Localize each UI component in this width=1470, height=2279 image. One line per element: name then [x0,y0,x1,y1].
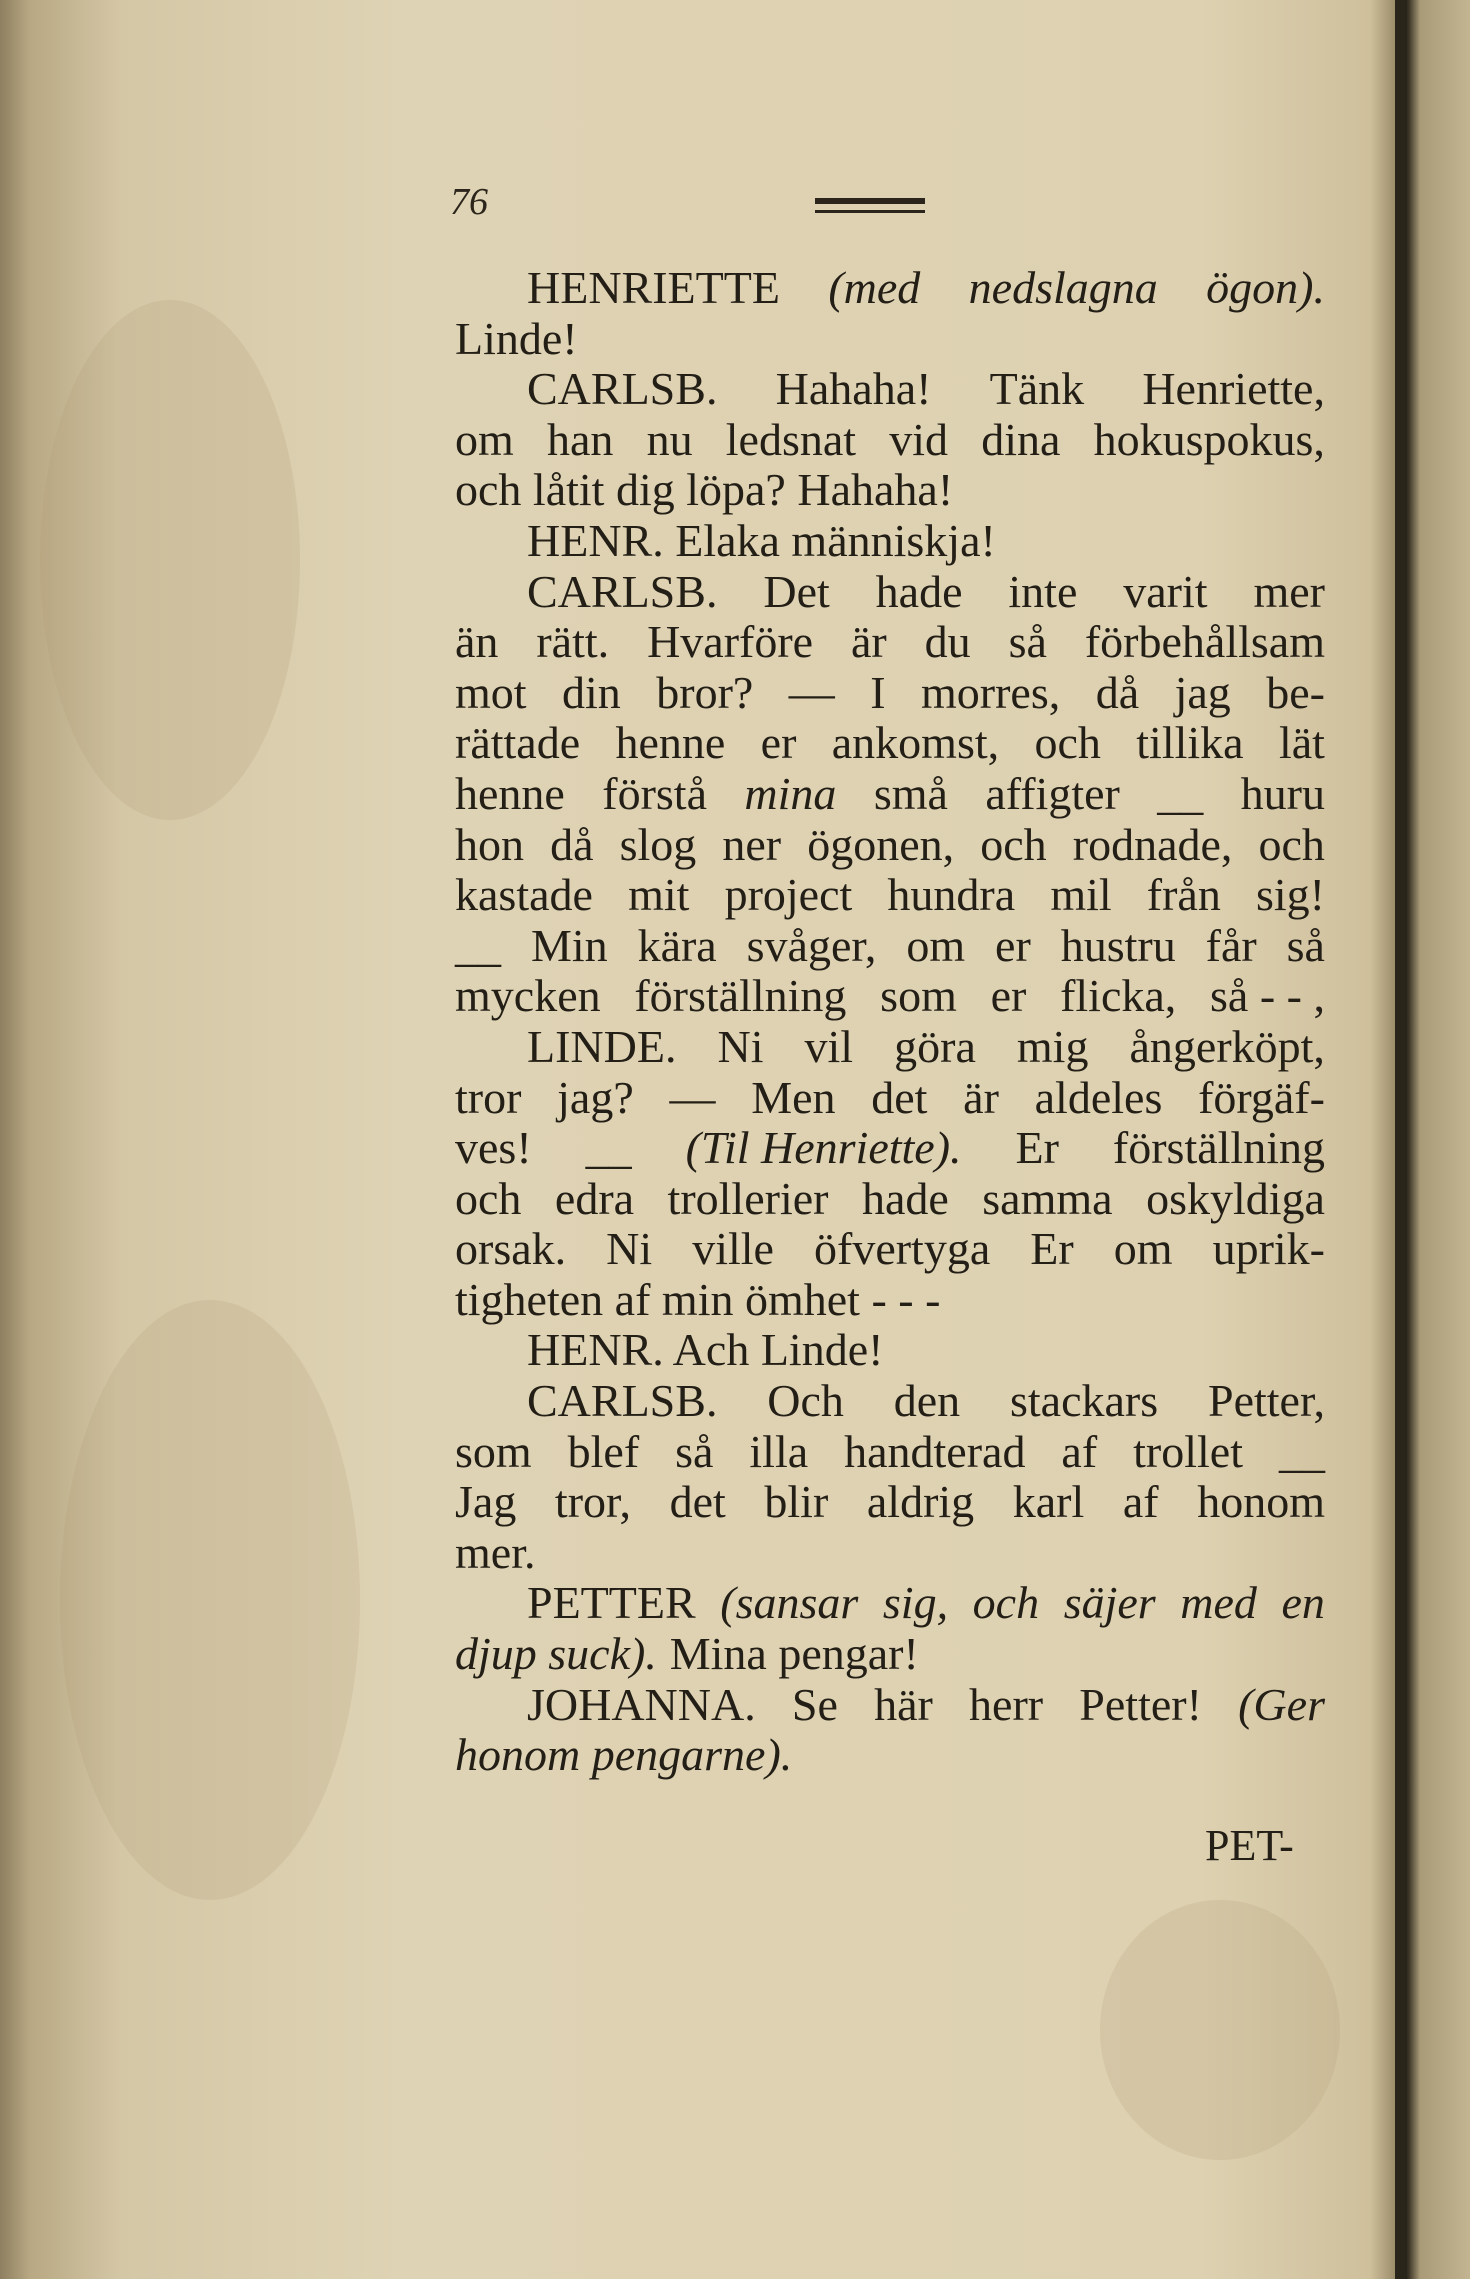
word: sig! [1256,869,1325,921]
text-line [455,1477,1325,1528]
word: __ [455,919,501,971]
head-ornament-rule [815,210,925,213]
word: mot [455,666,527,718]
text-line [455,668,1325,719]
word: __ [1157,767,1204,819]
word: och [1258,818,1325,870]
word: än [455,616,499,668]
word: PETTER [527,1577,696,1629]
italic-word: djup suck). [455,1628,657,1680]
word: CARLSB. [527,1375,718,1427]
text-line [455,971,1325,1022]
word: rättade [455,717,581,769]
text-line [455,617,1325,668]
word: af [1061,1425,1098,1477]
word: rodnade, [1072,818,1233,870]
word: så - - , [1210,970,1325,1022]
word: — [669,1071,716,1123]
word: HENRIETTE [527,262,780,313]
text-line [455,415,1325,466]
word: dina [981,413,1061,465]
word: handterad [844,1425,1026,1477]
word: ledsnat [725,413,857,465]
word: Min [530,919,608,971]
word: LINDE. [527,1020,677,1072]
italic-word: sig, [882,1577,949,1629]
word: Ni [717,1020,764,1072]
word: Se [791,1678,838,1730]
word: Och [767,1375,844,1427]
word: ner [722,818,782,870]
head-ornament-rule [815,198,925,204]
word: hundra [887,869,1016,921]
text-line [455,1376,1325,1427]
word: edra [554,1172,635,1224]
word: svåger, [746,919,877,971]
italic-word: honom pengarne). [455,1729,793,1781]
word: samma [982,1172,1113,1224]
text-line [455,1174,1325,1225]
text-line [455,1528,1325,1579]
word: då [550,818,594,870]
italic-word: en [1281,1577,1325,1629]
word: är [851,616,887,668]
word: jag? [557,1071,634,1123]
text-line [455,1224,1325,1275]
text-line [455,718,1325,769]
word: Er [1015,1122,1059,1174]
text-line [455,314,1325,365]
text-line [455,1629,1325,1680]
italic-word: nedslagna [968,262,1158,313]
word: om [455,413,514,465]
text-line [455,1325,1325,1376]
word: och låtit dig löpa? Hahaha! [455,464,954,516]
word: om [906,919,966,971]
italic-word: mina [744,767,837,819]
word: er [990,970,1027,1022]
word: mycken [455,970,601,1022]
word: oskyldiga [1146,1172,1325,1224]
word: aldrig [866,1476,975,1528]
word: så [1008,616,1047,668]
text-line [455,1275,1325,1326]
word: affigter [985,767,1120,819]
italic-word: (med [828,262,921,313]
word: henne [615,717,726,769]
word: ångerköpt, [1129,1020,1325,1072]
word: då [1095,666,1140,718]
word: lät [1278,717,1325,769]
word: Hahaha! [775,363,932,415]
word: hokuspokus, [1093,413,1325,465]
word: hon [455,818,524,870]
word: uprik- [1212,1223,1325,1275]
italic-word: med [1180,1577,1257,1629]
word: förbehållsam [1084,616,1325,668]
word: och [1034,717,1101,769]
word: vil [804,1020,854,1072]
word: mig [1016,1020,1089,1072]
italic-word: säjer [1063,1577,1156,1629]
page-gutter [1395,0,1407,2279]
text-line [455,820,1325,871]
word: det [871,1071,928,1123]
word: project [724,869,853,921]
word: herr [969,1678,1044,1730]
text-line [455,263,1325,314]
word: jag [1174,666,1231,718]
word: karl [1012,1476,1085,1528]
word: slog [619,818,697,870]
word: CARLSB. [527,363,718,415]
word: be- [1266,666,1325,718]
word: HENR. Elaka människja! [527,514,996,566]
word: orsak. [455,1223,567,1275]
text-line [455,870,1325,921]
word: — [788,666,835,718]
text-line [455,465,1325,516]
word: trollerier [667,1172,829,1224]
word: Hvarföre [647,616,814,668]
text-line [455,364,1325,415]
word: och [455,1172,522,1224]
word: HENR. Ach Linde! [527,1324,884,1376]
word: här [874,1678,933,1730]
word: ögonen, [807,818,955,870]
text-line [455,1123,1325,1174]
word: förställning [1112,1122,1325,1174]
word: stackars [1010,1375,1159,1427]
text-line [455,1730,1325,1781]
word: så [675,1425,714,1477]
word: och [980,818,1047,870]
word: så [1286,919,1325,971]
word: trollet [1133,1425,1243,1477]
word: flicka, [1060,970,1177,1022]
word: Det [763,565,830,617]
word: förstå [602,767,707,819]
word: er [760,717,797,769]
word: tror, [554,1476,631,1528]
word: hade [861,1172,949,1224]
word: tigheten af min ömhet - - - [455,1273,941,1325]
word: som [455,1425,532,1477]
italic-word: (Til Henriette). [685,1122,962,1174]
word: förställning [634,970,847,1022]
word: rätt. [536,616,610,668]
word: Men [751,1071,836,1123]
italic-word: och [972,1577,1040,1629]
text-line [455,921,1325,972]
word: inte [1008,565,1078,617]
word: Jag [455,1476,517,1528]
word: Petter! [1079,1678,1202,1730]
page-number: 76 [450,181,488,223]
word: mil [1050,869,1112,921]
word: din [562,666,621,718]
word: Tänk [989,363,1085,415]
word: ves! [455,1122,532,1174]
word: illa [749,1425,809,1477]
word: huru [1240,767,1325,819]
text-line [455,1578,1325,1629]
text-line [455,1022,1325,1073]
word: henne [455,767,565,819]
word: mer [1253,565,1325,617]
word: förgäf- [1198,1071,1325,1123]
word: ville [692,1223,774,1275]
word: Linde! [455,312,578,364]
word: om [1113,1223,1173,1275]
text-line [455,1073,1325,1124]
word: af [1122,1476,1159,1528]
word: I [870,666,886,718]
word: blef [567,1425,640,1477]
word: blir [764,1476,829,1528]
word: CARLSB. [527,565,718,617]
word: får [1205,919,1257,971]
word: ankomst, [831,717,1000,769]
dialogue-text [455,263,1325,1781]
word: tillika [1136,717,1244,769]
word: han [546,413,614,465]
running-head [450,180,950,240]
italic-word: ögon). [1206,262,1325,313]
italic-word: (sansar [720,1577,859,1629]
word: nu [646,413,693,465]
word: vid [889,413,949,465]
word: morres, [921,666,1061,718]
word: göra [894,1020,976,1072]
text-line [455,567,1325,618]
word: är [963,1071,999,1123]
word: du [924,616,971,668]
word: tror [455,1071,522,1123]
word: den [893,1375,961,1427]
word: små [873,767,948,819]
word: __ [1278,1425,1325,1477]
word: varit [1123,565,1208,617]
word: bror? [656,666,754,718]
word: aldeles [1034,1071,1163,1123]
word: från [1146,869,1221,921]
word: det [669,1476,726,1528]
text-line [455,1680,1325,1731]
word: Henriette, [1142,363,1325,415]
word: kastade [455,869,593,921]
text-line [455,1427,1325,1478]
word: Petter, [1207,1375,1325,1427]
word: kära [637,919,717,971]
word: honom [1197,1476,1325,1528]
word: Mina pengar! [669,1628,919,1680]
word: mit [628,869,690,921]
word: hade [875,565,963,617]
word: JOHANNA. [527,1678,756,1730]
word: __ [585,1122,632,1174]
word: öfvertyga [814,1223,991,1275]
catchword: PET- [1205,1821,1294,1870]
word: er [995,919,1031,971]
word: Er [1030,1223,1074,1275]
text-line [455,516,1325,567]
word: mer. [455,1526,536,1578]
word: hustru [1060,919,1176,971]
word: Ni [606,1223,653,1275]
word: som [880,970,957,1022]
italic-word: (Ger [1238,1678,1325,1730]
text-line [455,769,1325,820]
